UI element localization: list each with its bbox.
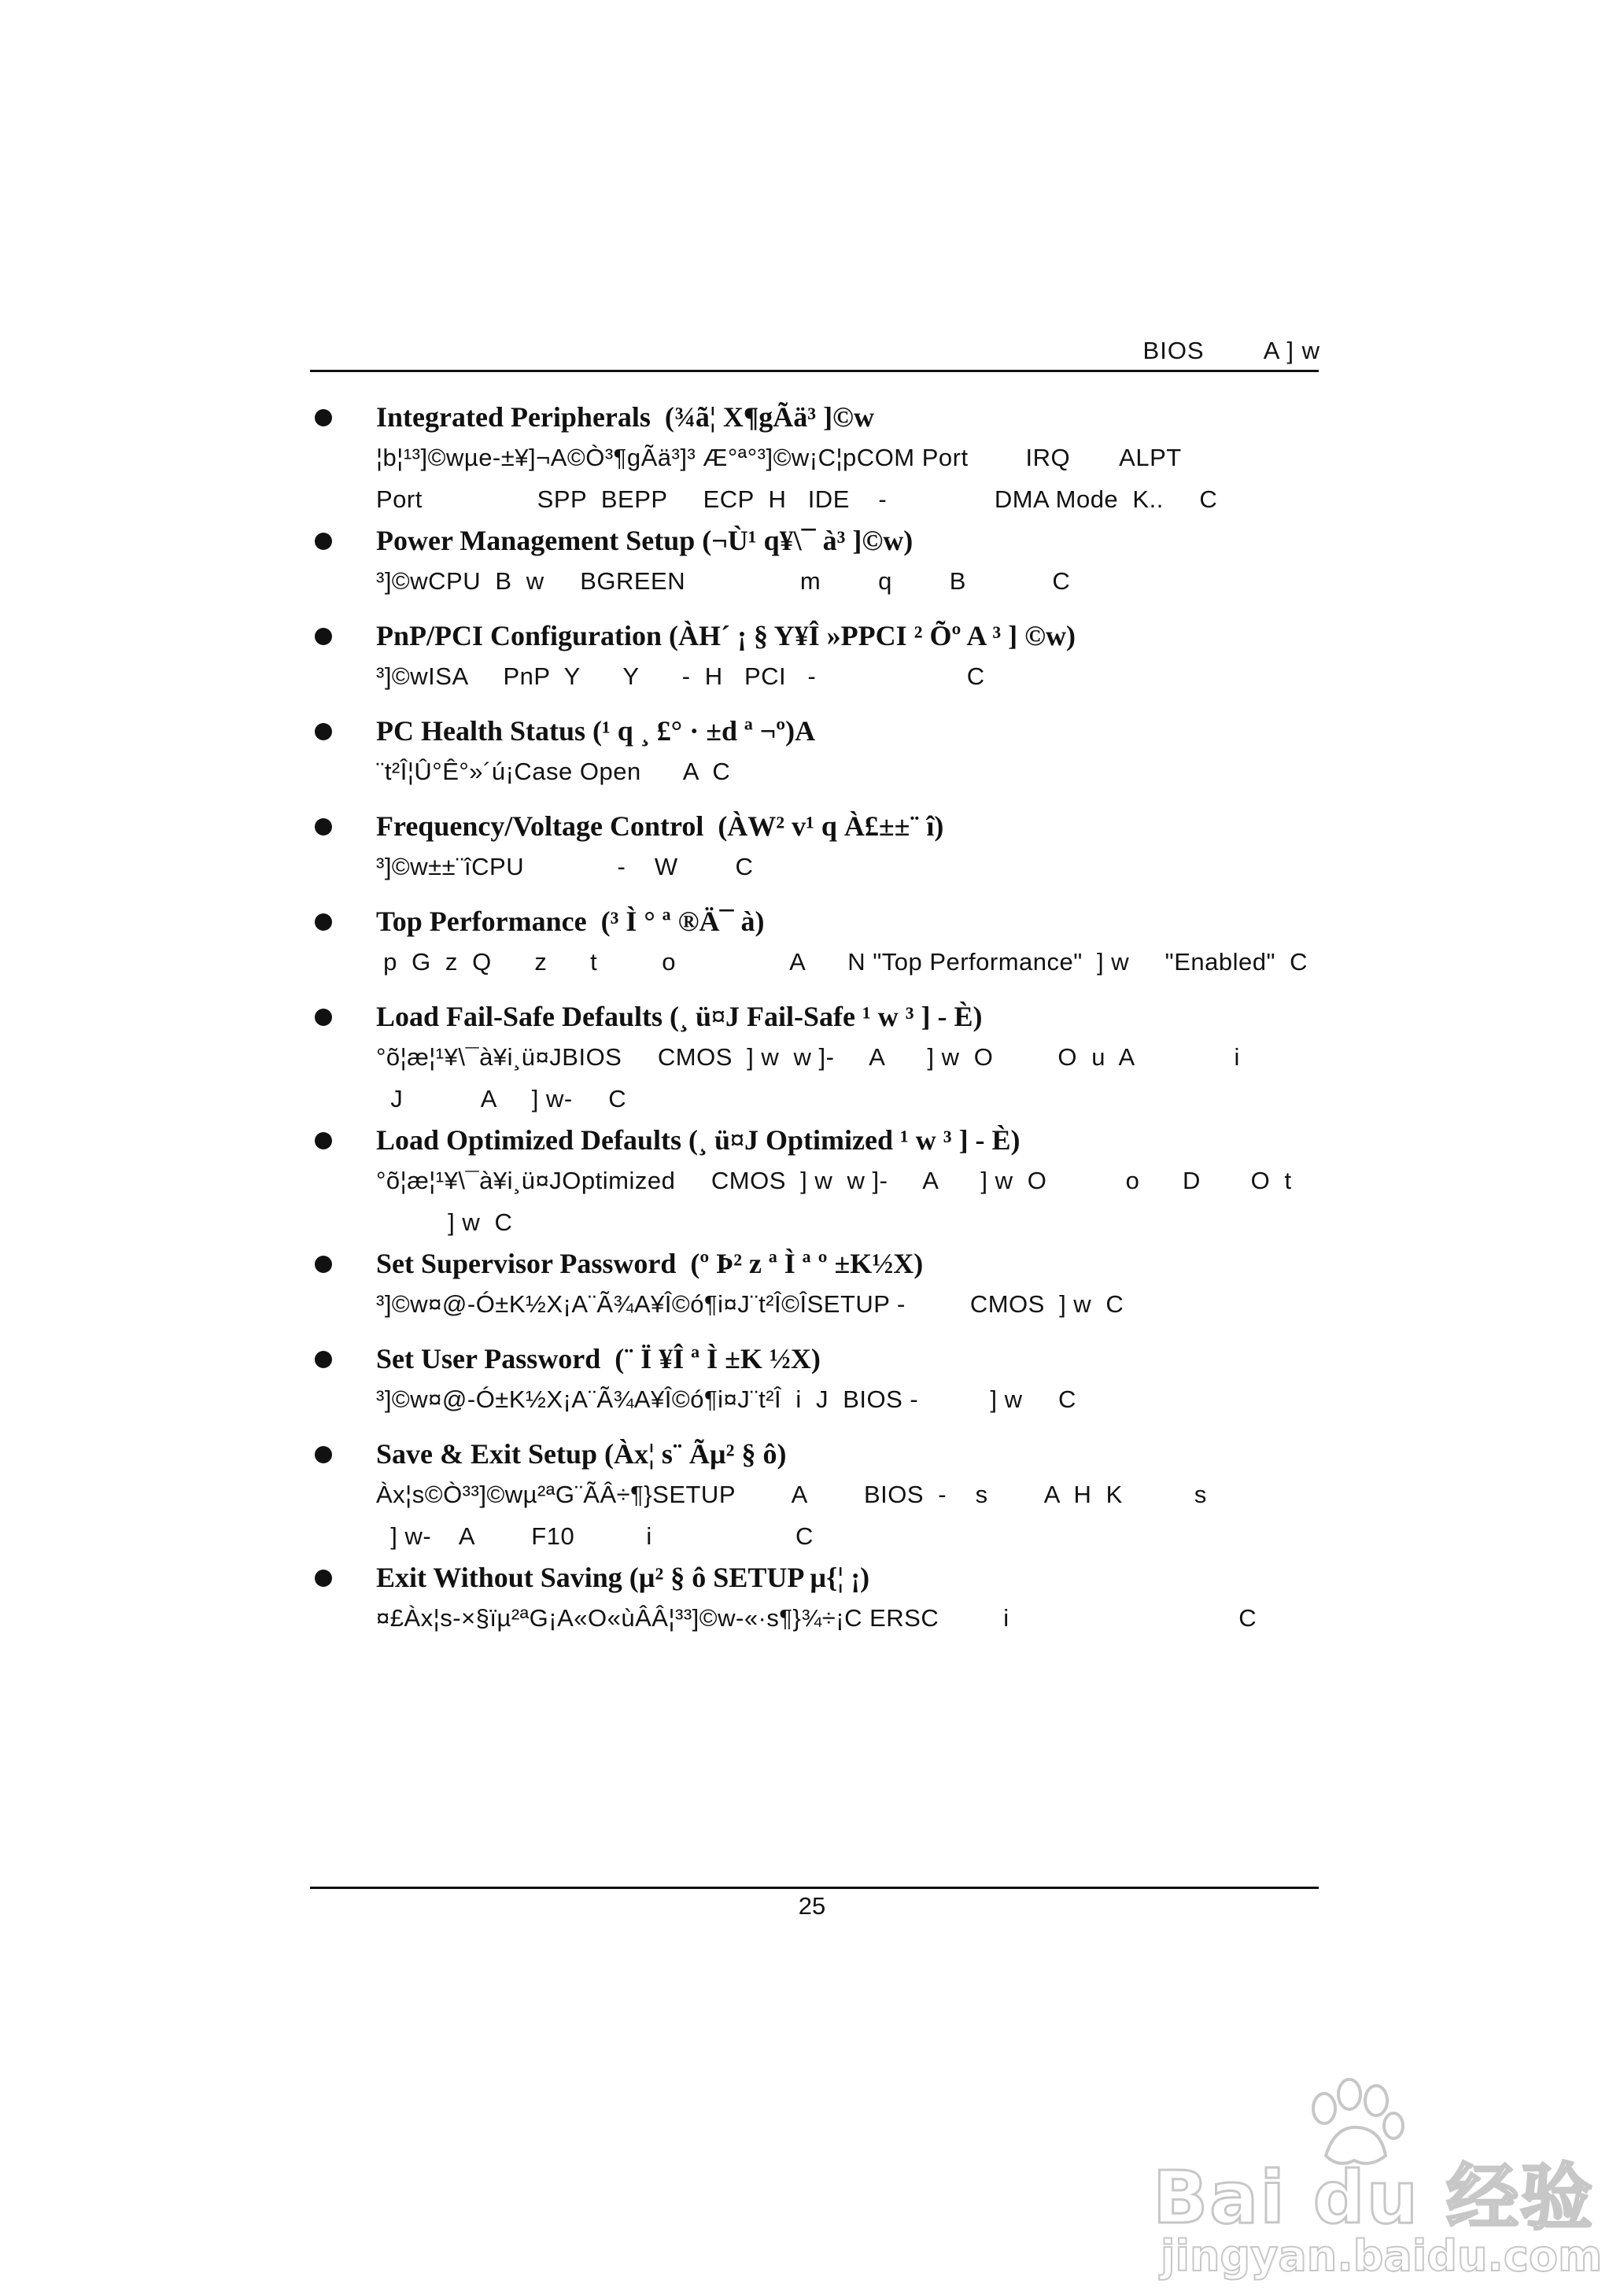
item-description-line: ¦b¦¹³]©wµe-±¥]¬A©Ò³¶gÃä³]³ Æ°ª°³]©w¡C¦pCOM Port IRQ ALPT [376, 444, 1182, 471]
bullet-icon [315, 409, 332, 426]
page-number: 25 [798, 1892, 826, 1920]
footer-rule [310, 1887, 1319, 1889]
bullet-icon [315, 628, 332, 645]
running-header: BIOS A ] w [1142, 337, 1320, 364]
item-title: PC Health Status (¹ q ¸ £° · ±d ª ¬º)A [376, 715, 816, 747]
item-exit-without-saving [310, 1558, 1325, 1639]
item-top-performance [310, 902, 1325, 983]
item-set-supervisor-password [310, 1244, 1325, 1325]
item-description-line: ³]©w¤@-Ó±K½X¡A¨Ã¾A¥Î©ó¶i¤J¨t²Î©ÎSETUP - CMOS ] w C [376, 1290, 1124, 1318]
item-pc-health-status [310, 711, 1325, 792]
item-title: Integrated Peripherals (¾ã¦ X¶gÃä³ ]©w [376, 401, 874, 433]
item-integrated-peripherals [310, 397, 1325, 521]
item-power-management-setup [310, 521, 1325, 602]
header-rule [310, 370, 1319, 372]
item-title: Load Fail-Safe Defaults (¸ ü¤J Fail-Safe ¹ w ³ ] - È) [376, 1001, 983, 1032]
bullet-icon [315, 1009, 332, 1026]
item-title: Frequency/Voltage Control (ÀW² v¹ q À£±±¨ î) [376, 810, 944, 842]
item-description-line: ¨t²Î¦Û°Ê°»´ú¡Case Open A C [376, 758, 731, 785]
item-title: Exit Without Saving (µ² § ô SETUP µ{¦ ¡) [376, 1562, 870, 1593]
item-load-fail-safe-defaults [310, 997, 1325, 1120]
item-description-line: °õ¦æ¦¹¥\¯à¥i¸ü¤JBIOS CMOS ] w w ]- A ] w O O u A i [376, 1043, 1240, 1071]
bullet-icon [315, 1570, 332, 1587]
item-description-line: p G z Q z t o A N "Top Performance" ] w "Enabled" C [376, 948, 1308, 976]
item-title: Save & Exit Setup (Àx¦ s¨ Ãµ² § ô) [376, 1438, 787, 1470]
item-description-line: Àx¦s©Ò³³]©wµ²ªG¨ÃÂ÷¶}SETUP A BIOS - s A H K s [376, 1481, 1207, 1508]
item-load-optimized-defaults [310, 1120, 1325, 1244]
item-title: PnP/PCI Configuration (ÀH´ ¡ § Y¥Î »PPCI ² Õº A ³ ] ©w) [376, 620, 1076, 651]
item-title: Top Performance (³ Ì ° ª ®Ä¯ à) [376, 906, 765, 937]
bullet-icon [315, 1351, 332, 1368]
bullet-icon [315, 723, 332, 740]
watermark-url: jingyan.baidu.com [1161, 2231, 1603, 2281]
item-pnp-pci-configuration [310, 616, 1325, 697]
item-set-user-password [310, 1339, 1325, 1420]
item-description-line: ³]©w¤@-Ó±K½X¡A¨Ã¾A¥Î©ó¶i¤J¨t²Î i J BIOS - ] w C [376, 1385, 1076, 1413]
watermark-brand: Bai du 经验 [1153, 2156, 1595, 2240]
item-description-line: ³]©wCPU B w BGREEN m q B C [376, 567, 1071, 595]
item-description-line: Port SPP BEPP ECP H IDE - DMA Mode K.. C [376, 485, 1218, 513]
item-description-line: J A ] w- C [376, 1085, 627, 1112]
bullet-icon [315, 533, 332, 550]
item-title: Set User Password (¨ Ï ¥Î ª Ì ±K ½X) [376, 1343, 821, 1374]
bullet-icon [315, 1256, 332, 1273]
item-save-exit-setup [310, 1434, 1325, 1558]
item-description-line: ¤£Àx¦s-×§ïµ²ªG¡A«O«ùÂÂ¦³³]©w-«·s¶}¾÷¡C ERSC i C [376, 1604, 1257, 1632]
item-description-line: ³]©wISA PnP Y Y - H PCI - C [376, 662, 985, 690]
item-title: Load Optimized Defaults (¸ ü¤J Optimized ¹ w ³ ] - È) [376, 1124, 1021, 1156]
item-title: Set Supervisor Password (º Þ² z ª Ì ª º ±K½X) [376, 1248, 924, 1279]
item-title: Power Management Setup (¬Ù¹ q¥\¯ à³ ]©w) [376, 525, 914, 556]
item-frequency-voltage-control [310, 806, 1325, 887]
bullet-icon [315, 1132, 332, 1149]
item-list [310, 397, 1325, 1639]
baidu-watermark [1137, 2077, 1609, 2282]
bullet-icon [315, 1446, 332, 1463]
bullet-icon [315, 818, 332, 836]
item-description-line: ] w- A F10 i C [376, 1522, 814, 1550]
bullet-icon [315, 913, 332, 931]
item-description-line: ³]©w±±¨îCPU - W C [376, 853, 754, 880]
item-description-line: ] w C [376, 1208, 513, 1236]
item-description-line: °õ¦æ¦¹¥\¯à¥i¸ü¤JOptimized CMOS ] w w ]- A ] w O o D O t [376, 1167, 1292, 1194]
